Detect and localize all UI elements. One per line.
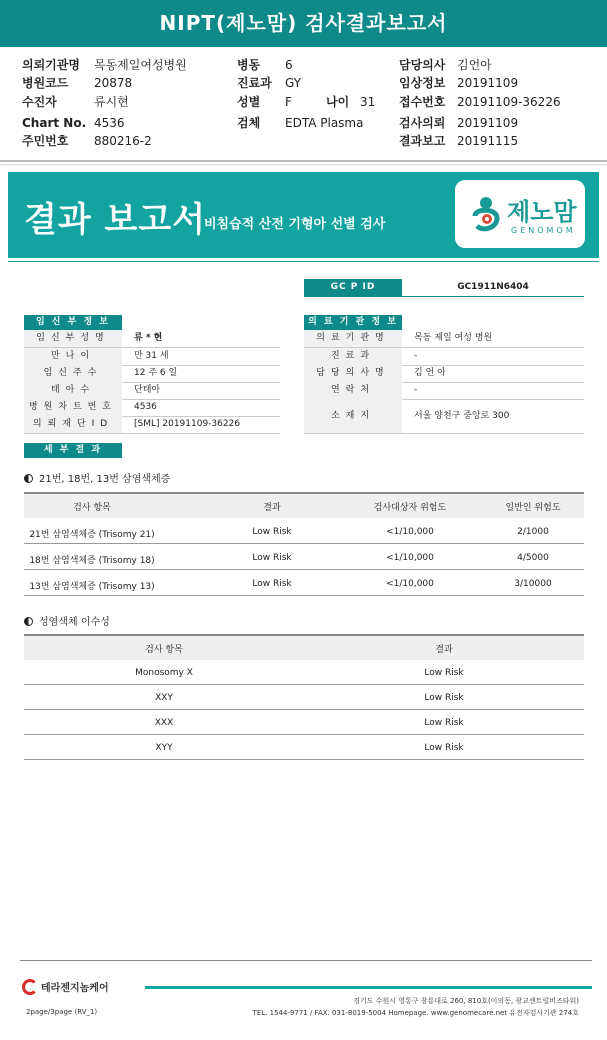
divider [145,986,592,989]
header-label: 검체 [237,116,261,130]
header-value: 류시현 [94,95,129,109]
header-label: 접수번호 [399,95,446,109]
table-cell: 13번 삼염색체증 (Trisomy 13) [29,582,155,592]
divider [304,433,584,434]
patient-value: 류 * 현 [134,333,163,343]
company-name: 테라젠지놈케어 [41,983,109,994]
header-field [22,75,132,91]
patient-value: [SML] 20191109-36226 [134,419,241,429]
header-field [237,94,292,110]
divider [24,543,584,544]
institution-value: - [414,385,418,395]
header-field [399,133,518,149]
header-field [399,94,561,110]
divider [24,709,584,710]
table-cell: Low Risk [252,579,292,589]
institution-label: 소재지 [304,399,402,433]
column-header: 검사 항목 [73,503,111,513]
patient-label: 임신부성명 [24,330,122,347]
patient-label: 임신주수 [24,365,122,382]
patient-label: 만나이 [24,348,122,365]
divider [24,734,584,735]
patient-info-tag: 임 신 부 정 보 [24,315,122,330]
divider [24,569,584,570]
sexchrom-title-text: 성염색체 이수성 [39,617,110,628]
table-cell: Low Risk [424,693,464,703]
institution-label: 진료과 [304,348,402,365]
table-cell: 3/10000 [514,579,552,589]
header-label: 결과보고 [399,134,446,148]
divider [24,433,280,434]
header-value: 31 [360,95,376,109]
trisomy-title-text: 21번, 18번, 13번 삼염색체증 [39,474,171,485]
header-field [22,57,187,73]
result-banner [8,172,599,258]
table-cell: Monosomy X [135,668,193,678]
trisomy-table [24,492,584,596]
table-cell: <1/10,000 [386,527,434,537]
divider [24,684,584,685]
patient-label: 병원차트번호 [24,399,122,416]
institution-label: 의료기관명 [304,330,402,347]
table-cell: 4/5000 [517,553,549,563]
column-header: 일반인 위험도 [505,503,561,513]
table-cell: Low Risk [252,553,292,563]
banner-title: 결과 보고서 [24,200,207,240]
mother-baby-icon [469,194,503,234]
table-cell: XXX [154,718,174,728]
company-logo [22,979,109,995]
header-value: 20878 [94,76,133,90]
header-label: 병동 [237,58,261,72]
patient-label: 태아수 [24,382,122,399]
header-value: 목동제일여성병원 [94,58,187,72]
header-label: 나이 [326,95,350,109]
header-field [22,115,125,131]
divider [20,960,592,961]
table-cell: Low Risk [424,668,464,678]
header-value: 20191109 [457,76,519,90]
patient-value: 4536 [134,402,157,412]
half-circle-icon [24,474,33,483]
divider [0,160,607,162]
logo-en: GENOMOM [511,226,576,235]
detail-result-tag: 세 부 결 과 [24,443,122,458]
header-value: 김언아 [457,58,492,72]
banner-subtitle: 비침습적 산전 기형아 선별 검사 [204,217,386,232]
header-field [22,133,152,149]
header-value: 20191109-36226 [457,95,561,109]
institution-info-tag: 의 료 기 관 정 보 [304,315,402,330]
header-field [399,75,518,91]
divider [8,261,599,262]
sexchrom-section-title [24,613,110,628]
table-cell: Low Risk [424,718,464,728]
g-logo-icon [22,979,38,995]
header-value: 4536 [94,116,125,130]
header-field [399,115,518,131]
header-label: 병원코드 [22,76,69,90]
patient-value: 단태아 [134,385,161,395]
table-cell: XXY [155,693,173,703]
table-cell: Low Risk [424,743,464,753]
table-cell: <1/10,000 [386,553,434,563]
header-field [237,115,363,131]
header-label: 주민번호 [22,134,69,148]
divider [24,759,584,760]
column-header: 검사 항목 [145,645,183,655]
header-field [237,57,293,73]
gcp-id-label: GC P ID [304,279,402,296]
header-field-age [326,94,375,110]
genomom-logo [455,180,585,248]
table-cell: 2/1000 [517,527,549,537]
divider [304,296,584,297]
header-label: 임상정보 [399,76,446,90]
column-header: 결과 [435,645,453,655]
header-field [237,75,301,91]
page-number: 2page/3page (RV_1) [26,1008,98,1016]
institution-value: 김 언 아 [414,368,446,378]
gcp-id-value: GC1911N6404 [457,282,529,292]
header-label: 수진자 [22,95,57,109]
trisomy-section-title [24,470,170,485]
patient-label: 의뢰재단ID [24,416,122,433]
institution-value: - [414,351,418,361]
table-cell: 21번 삼염색체증 (Trisomy 21) [29,530,155,540]
header-label: 검사의뢰 [399,116,446,130]
patient-value: 만 31 세 [134,351,169,361]
header-field [399,57,492,73]
sexchrom-table [24,634,584,764]
header-label: 성별 [237,95,261,109]
header-label: 진료과 [237,76,272,90]
table-cell: XYY [155,743,173,753]
report-title: NIPT(제노맘) 검사결과보고서 [0,0,607,47]
column-header: 검사대상자 위험도 [373,503,447,513]
header-value: 20191109 [457,116,519,130]
header-value: 880216-2 [94,134,152,148]
table-cell: Low Risk [252,527,292,537]
header-value: 6 [285,58,293,72]
column-header: 결과 [263,503,281,513]
header-label: 의뢰기관명 [22,58,80,72]
institution-label: 담당의사명 [304,365,402,382]
header-label: 담당의사 [399,58,446,72]
divider [24,595,584,596]
header-label: Chart No. [22,116,87,130]
header-value: EDTA Plasma [285,116,364,130]
logo-text: 제노맘 [507,198,577,226]
patient-value: 12 주 6 일 [134,368,178,378]
header-value: 20191115 [457,134,519,148]
table-cell: 18번 삼염색체증 (Trisomy 18) [29,556,155,566]
footer-contact: TEL. 1544-9771 / FAX. 031-8019-5004 Homepage. www.genomecare.net 유전자검사기관 274호 [252,1009,579,1017]
header-value: F [285,95,292,109]
table-cell: <1/10,000 [386,579,434,589]
institution-value: 목동 제일 여성 병원 [414,333,493,343]
half-circle-icon [24,617,33,626]
footer-address: 경기도 수원시 영통구 창룡대로 260, 810호(이의동, 광교센트럴비즈타워) [353,997,579,1005]
divider [0,164,607,165]
header-field [22,94,129,110]
institution-label: 연락처 [304,382,402,399]
header-value: GY [285,76,302,90]
institution-value: 서울 양천구 중앙로 300 [414,411,510,421]
